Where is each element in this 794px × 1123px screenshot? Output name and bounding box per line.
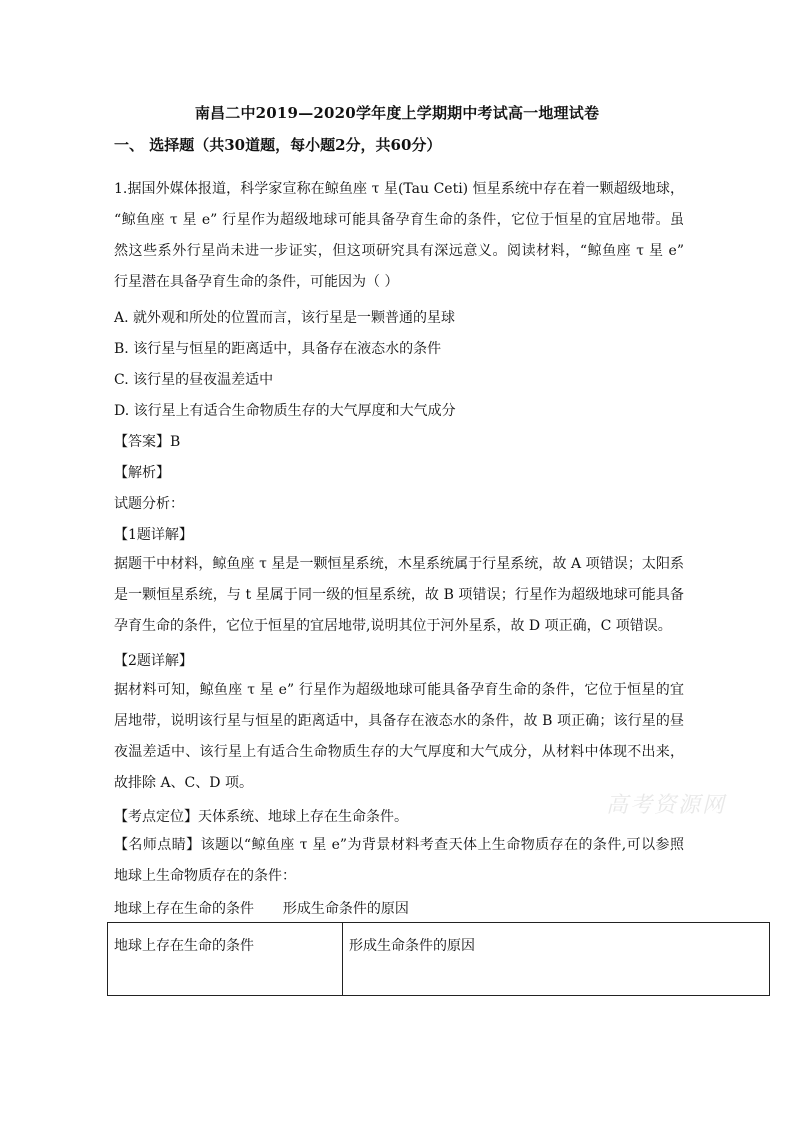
question-line: 1.据国外媒体报道，科学家宣称在鲸鱼座 τ 星(Tau Ceti) 恒星系统中存在着一颗超级地球，	[114, 181, 684, 197]
detail1-line: 是一颗恒星系统，与 t 星属于同一级的恒星系统，故 B 项错误；行星作为超级地球可能具备	[114, 587, 684, 603]
analysis-label: 【解析】	[114, 465, 170, 481]
question-line: 行星潜在具备孕育生命的条件，可能因为（ ）	[114, 274, 399, 290]
table-caption	[114, 898, 409, 918]
watermark: 高考资源网	[606, 793, 727, 818]
detail2-text	[114, 675, 684, 799]
detail1-line: 孕育生命的条件，它位于恒星的宜居地带,说明其位于河外星系，故 D 项正确，C 项错误。	[114, 618, 672, 634]
table-header-col1: 地球上存在生命的条件	[114, 938, 254, 954]
mingshi-line: 地球上生命物质存在的条件：	[114, 868, 296, 884]
detail2-line: 据材料可知，鲸鱼座 τ 星 e” 行星作为超级地球可能具备孕育生命的条件，它位于恒星的宜	[114, 682, 684, 698]
question-stem	[114, 174, 684, 298]
detail1-text	[114, 549, 684, 642]
option-c: C. 该行星的昼夜温差适中	[114, 372, 274, 388]
table-header-col2: 形成生命条件的原因	[349, 938, 475, 954]
detail1-line: 据题干中材料，鲸鱼座 τ 星是一颗恒星系统，木星系统属于行星系统，故 A 项错误；太阳系	[114, 556, 684, 572]
option-a: A. 就外观和所处的位置而言，该行星是一颗普通的星球	[114, 310, 456, 326]
detail2-line: 夜温差适中、该行星上有适合生命物质生存的大气厚度和大气成分，从材料中体现不出来，	[114, 744, 684, 760]
analysis-intro: 试题分析：	[114, 496, 184, 512]
option-b: B. 该行星与恒星的距离适中，具备存在液态水的条件	[114, 341, 442, 357]
table-divider	[342, 923, 343, 995]
detail2-line: 居地带，说明该行星与恒星的距离适中，具备存在液态水的条件，故 B 项正确；该行星的昼	[114, 713, 684, 729]
conditions-table	[107, 922, 770, 996]
mingshi-text	[114, 830, 684, 892]
question-line: “鲸鱼座 τ 星 e” 行星作为超级地球可能具备孕育生命的条件，它位于恒星的宜居地带。虽	[114, 212, 684, 228]
kaodian-text: 【考点定位】天体系统、地球上存在生命条件。	[114, 809, 408, 825]
mingshi-line: 【名师点睛】该题以“鲸鱼座 τ 星 e”为背景材料考查天体上生命物质存在的条件,可以参照	[114, 837, 684, 853]
page-title: 南昌二中2019—2020学年度上学期期中考试高一地理试卷	[194, 104, 600, 122]
answer-label: 【答案】B	[114, 434, 181, 450]
detail2-label: 【2题详解】	[114, 653, 193, 669]
detail1-label: 【1题详解】	[114, 527, 193, 543]
detail2-line: 故排除 A、C、D 项。	[114, 775, 253, 791]
question-line: 然这些系外行星尚未进一步证实，但这项研究具有深远意义。阅读材料，“鲸鱼座 τ 星 e”	[114, 243, 684, 259]
option-d: D. 该行星上有适合生命物质生存的大气厚度和大气成分	[114, 403, 456, 419]
table-caption-col2: 形成生命条件的原因	[282, 901, 409, 917]
section-heading: 一、 选择题（共30道题，每小题2分，共60分）	[114, 136, 442, 154]
table-caption-col1: 地球上存在生命的条件	[114, 901, 254, 917]
